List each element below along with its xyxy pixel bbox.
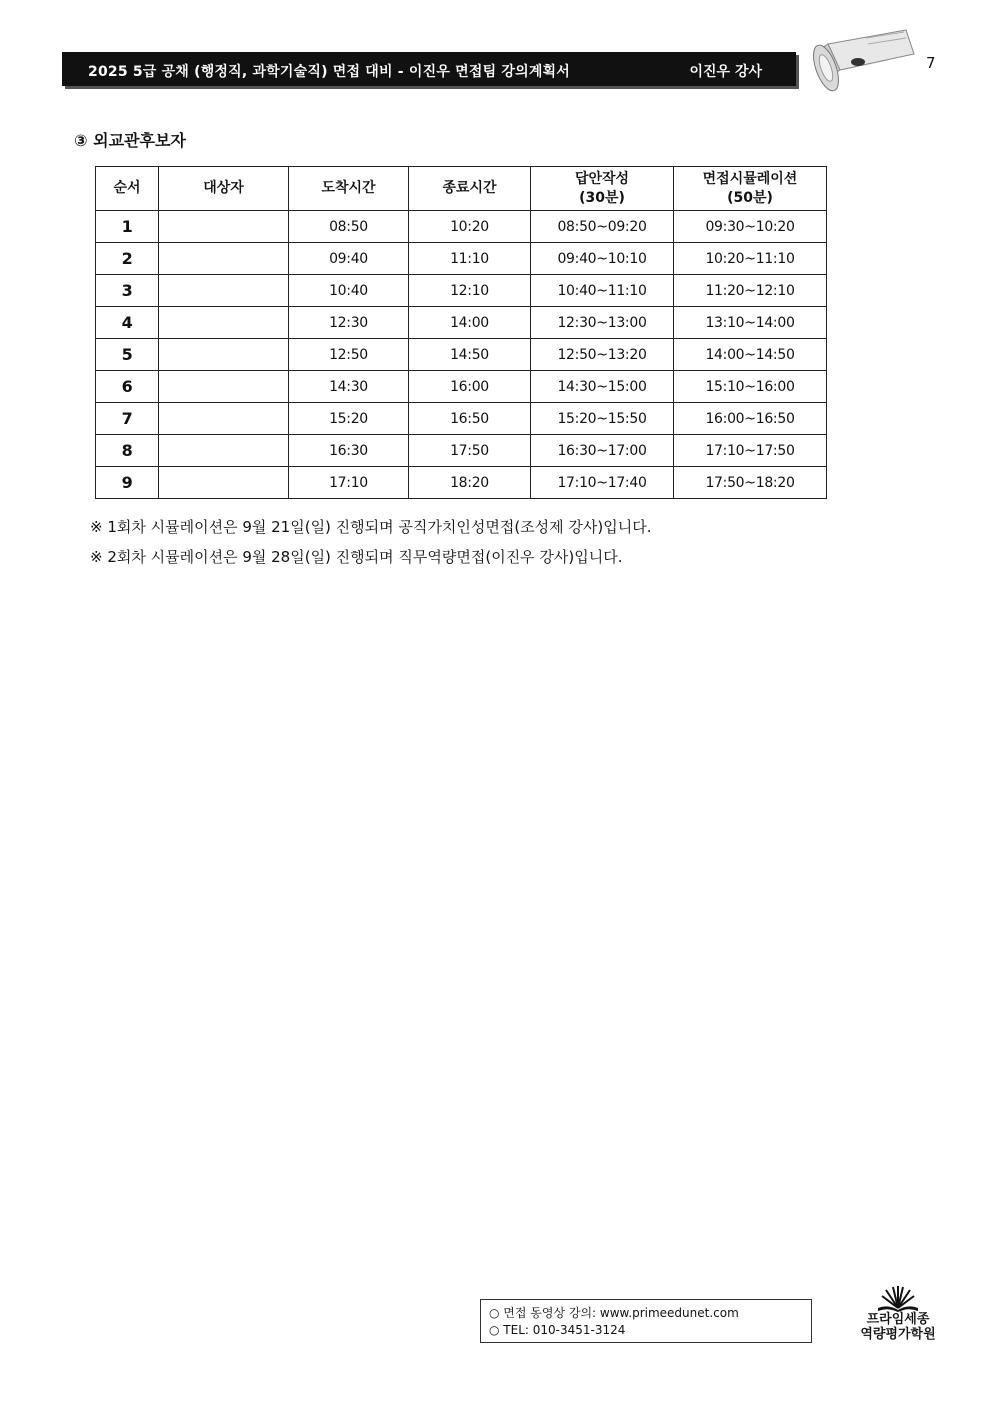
order-cell: 2 [96, 243, 159, 275]
answer-cell: 17:10~17:40 [531, 467, 674, 499]
target-cell [159, 371, 289, 403]
instructor-name: 이진우 강사 [689, 64, 762, 80]
arrival-cell: 14:30 [289, 371, 409, 403]
note-first-simulation: ※ 1회차 시뮬레이션은 9월 21일(일) 진행되며 공직가치인성면접(조성제 강사)입니다. [90, 518, 652, 536]
table-header-row [96, 167, 827, 211]
header-bar [62, 52, 796, 86]
answer-cell: 15:20~15:50 [531, 403, 674, 435]
header-simulation-label: 면접시뮬레이션 [702, 170, 798, 187]
target-cell [159, 435, 289, 467]
arrival-cell: 17:10 [289, 467, 409, 499]
schedule-table [95, 166, 827, 499]
end-cell: 14:50 [409, 339, 531, 371]
answer-cell: 16:30~17:00 [531, 435, 674, 467]
header-target: 대상자 [159, 167, 289, 211]
arrival-cell: 12:50 [289, 339, 409, 371]
note-second-simulation: ※ 2회차 시뮬레이션은 9월 28일(일) 진행되며 직무역량면접(이진우 강사)입니다. [90, 548, 623, 566]
book-logo-icon [876, 1286, 920, 1312]
table-row [96, 435, 827, 467]
table-row [96, 307, 827, 339]
table-row [96, 467, 827, 499]
arrival-cell: 15:20 [289, 403, 409, 435]
table-row [96, 339, 827, 371]
simulation-cell: 16:00~16:50 [674, 403, 827, 435]
academy-logo [838, 1286, 958, 1356]
end-cell: 18:20 [409, 467, 531, 499]
answer-cell: 08:50~09:20 [531, 211, 674, 243]
table-row [96, 243, 827, 275]
answer-cell: 14:30~15:00 [531, 371, 674, 403]
header-simulation [674, 167, 827, 211]
arrival-cell: 16:30 [289, 435, 409, 467]
target-cell [159, 243, 289, 275]
target-cell [159, 275, 289, 307]
order-cell: 1 [96, 211, 159, 243]
end-cell: 14:00 [409, 307, 531, 339]
table-row [96, 403, 827, 435]
target-cell [159, 307, 289, 339]
section-title: ③ 외교관후보자 [74, 131, 186, 150]
table-row [96, 371, 827, 403]
end-cell: 17:50 [409, 435, 531, 467]
table-row [96, 275, 827, 307]
answer-cell: 12:50~13:20 [531, 339, 674, 371]
header-answer-duration: (30분) [579, 189, 625, 206]
simulation-cell: 11:20~12:10 [674, 275, 827, 307]
header-order: 순서 [96, 167, 159, 211]
order-cell: 7 [96, 403, 159, 435]
logo-name-line2: 역량평가학원 [860, 1327, 936, 1342]
order-cell: 5 [96, 339, 159, 371]
header-answer [531, 167, 674, 211]
target-cell [159, 211, 289, 243]
target-cell [159, 467, 289, 499]
end-cell: 10:20 [409, 211, 531, 243]
arrival-cell: 12:30 [289, 307, 409, 339]
scroll-icon [806, 24, 918, 98]
contact-box [480, 1299, 812, 1343]
order-cell: 4 [96, 307, 159, 339]
header-end: 종료시간 [409, 167, 531, 211]
end-cell: 12:10 [409, 275, 531, 307]
page-number: 7 [926, 54, 936, 72]
simulation-cell: 14:00~14:50 [674, 339, 827, 371]
simulation-cell: 17:10~17:50 [674, 435, 827, 467]
order-cell: 8 [96, 435, 159, 467]
header-arrival: 도착시간 [289, 167, 409, 211]
header-simulation-duration: (50분) [727, 189, 773, 206]
simulation-cell: 09:30~10:20 [674, 211, 827, 243]
arrival-cell: 08:50 [289, 211, 409, 243]
arrival-cell: 09:40 [289, 243, 409, 275]
answer-cell: 12:30~13:00 [531, 307, 674, 339]
document-title: 2025 5급 공채 (행정직, 과학기술직) 면접 대비 - 이진우 면접팀 강의계획서 [88, 64, 570, 80]
simulation-cell: 15:10~16:00 [674, 371, 827, 403]
arrival-cell: 10:40 [289, 275, 409, 307]
header-answer-label: 답안작성 [574, 170, 630, 187]
target-cell [159, 339, 289, 371]
simulation-cell: 17:50~18:20 [674, 467, 827, 499]
answer-cell: 09:40~10:10 [531, 243, 674, 275]
order-cell: 6 [96, 371, 159, 403]
contact-phone: ○ TEL: 010-3451-3124 [489, 1323, 626, 1337]
target-cell [159, 403, 289, 435]
order-cell: 3 [96, 275, 159, 307]
answer-cell: 10:40~11:10 [531, 275, 674, 307]
logo-name-line1: 프라임세종 [866, 1312, 930, 1327]
end-cell: 16:00 [409, 371, 531, 403]
order-cell: 9 [96, 467, 159, 499]
simulation-cell: 10:20~11:10 [674, 243, 827, 275]
end-cell: 16:50 [409, 403, 531, 435]
contact-website: ○ 면접 동영상 강의: www.primeedunet.com [489, 1306, 739, 1320]
simulation-cell: 13:10~14:00 [674, 307, 827, 339]
end-cell: 11:10 [409, 243, 531, 275]
table-row [96, 211, 827, 243]
